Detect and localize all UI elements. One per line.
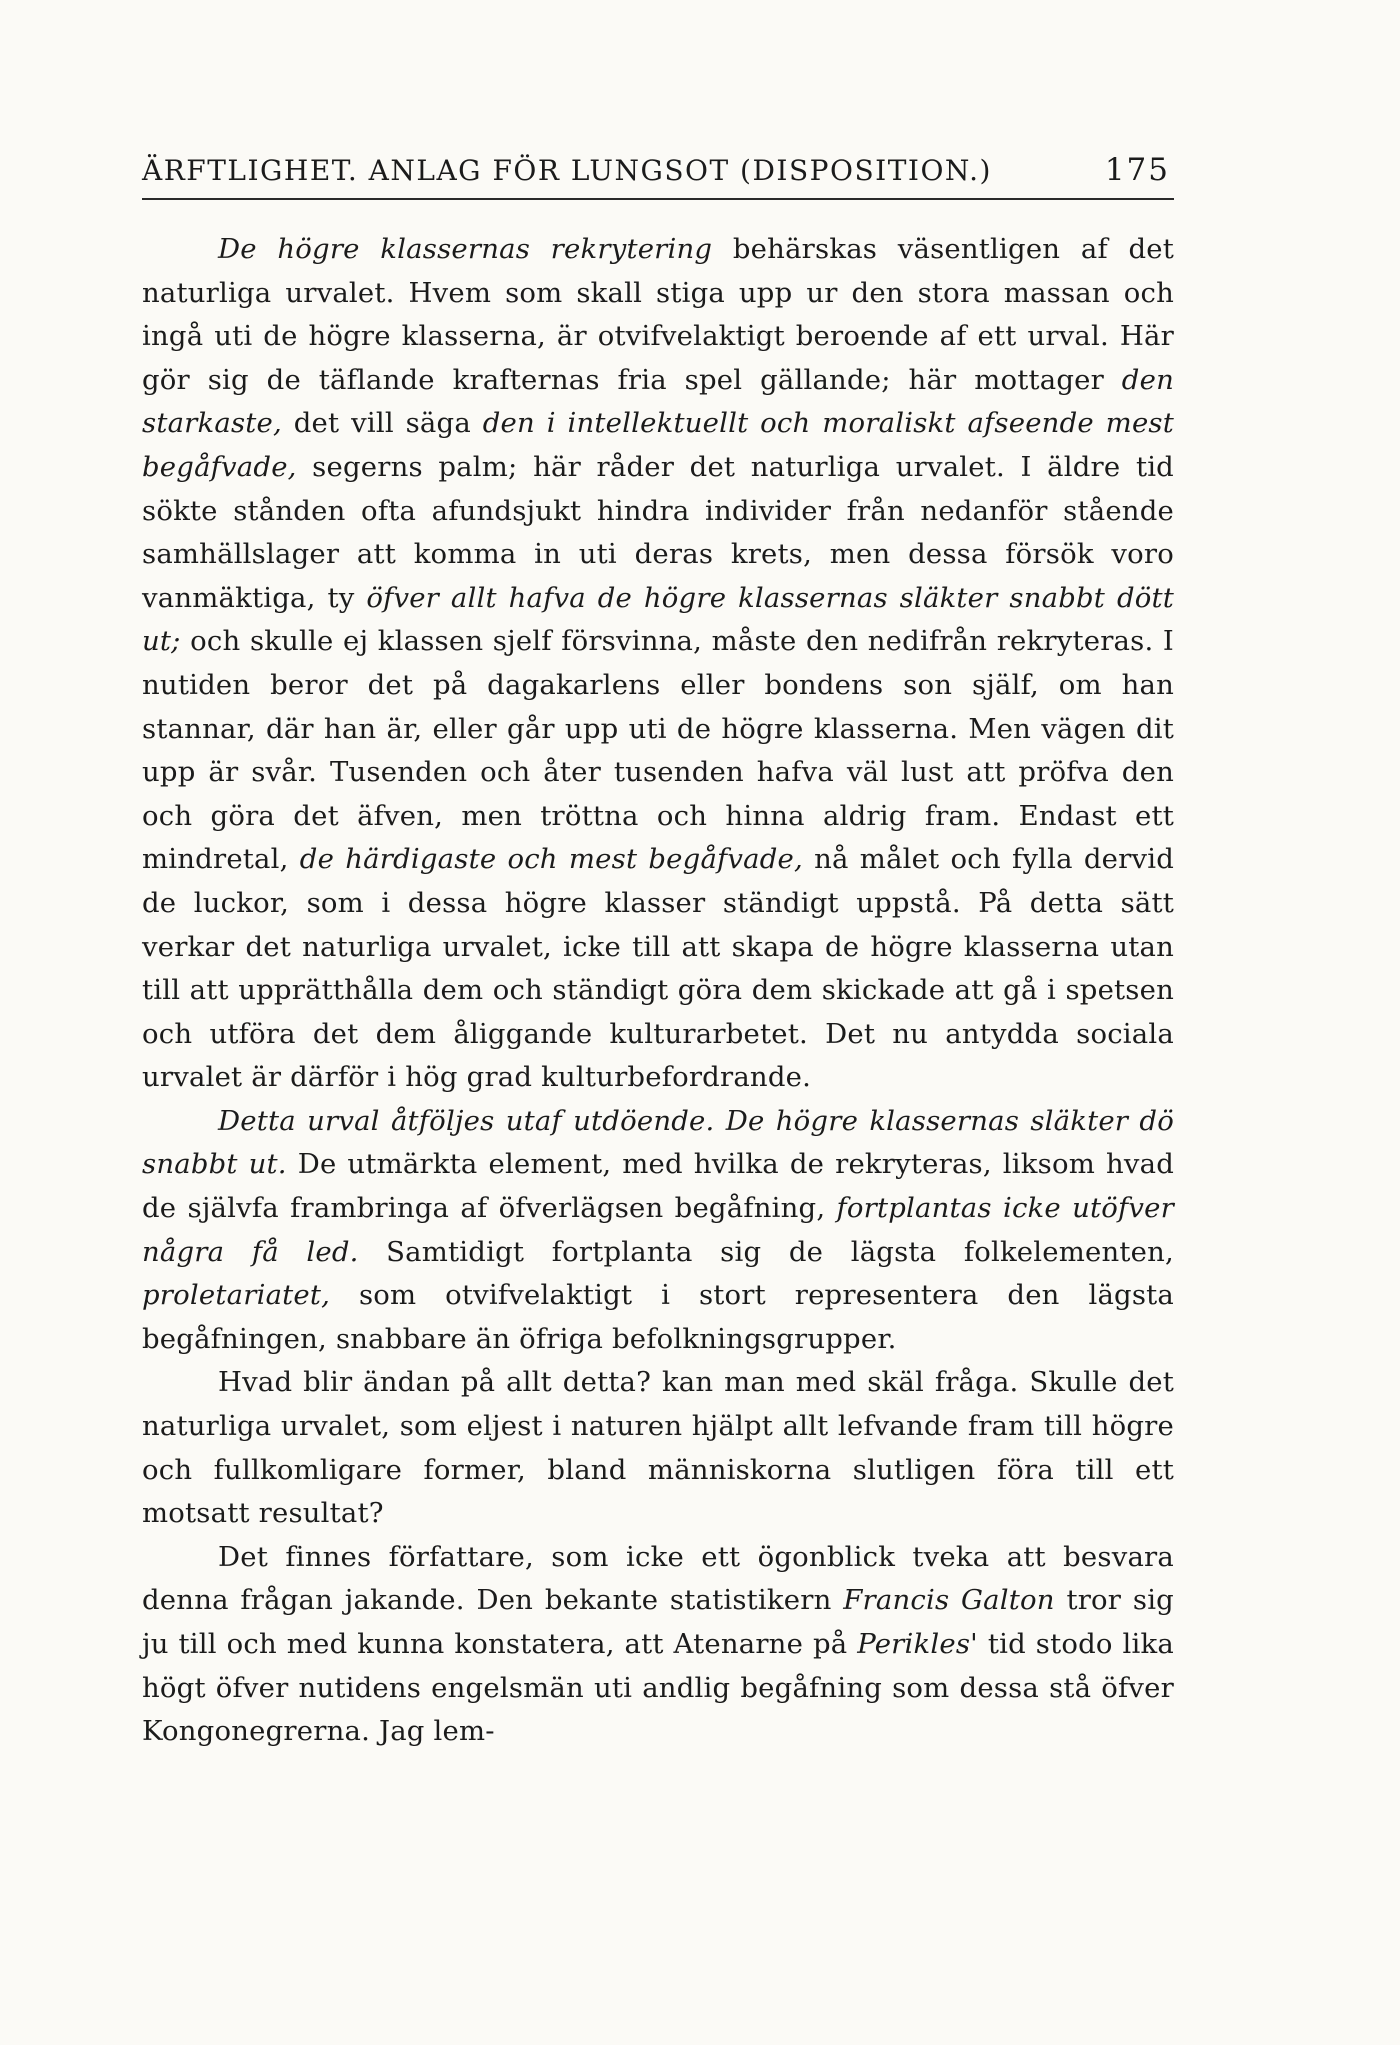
- italic-run: öfver allt hafva de högre klassernas släkter snabbt dött ut;: [142, 581, 1175, 658]
- text-run: Samtidigt fortplanta sig de lägsta folkelementen,: [358, 1235, 1174, 1268]
- text-run: tror sig ju till och med kunna konstatera, att Atenarne på: [142, 1584, 1174, 1660]
- text-run: som otvifvelaktigt i stort representera den lägsta begåfningen, snabbare än öfriga befolkningsgrupper.: [142, 1279, 1174, 1355]
- text-run: Hvad blir ändan på allt detta? kan man med skäl fråga. Skulle det naturliga urvalet, som eljest i naturen hjälpt allt lefvande fram till högre och fullkomligare former, bland människorna slutligen föra till ett motsatt resultat?: [142, 1366, 1174, 1530]
- italic-run: proletariatet,: [142, 1279, 331, 1312]
- text-run: De utmärkta element, med hvilka de rekryteras, liksom hvad de självfa frambringa af öfverlägsen begåfning,: [142, 1148, 1174, 1225]
- text-run: tid stodo lika högt öfver nutidens engelsmän uti andlig begåfning som dessa stå öfver Kongonegrerna. Jag lem-: [142, 1628, 1174, 1748]
- text-run: det vill säga: [281, 407, 483, 440]
- paragraph-3: [142, 1361, 1174, 1535]
- italic-run: Detta urval åtföljes utaf utdöende. De högre klassernas släkter dö snabbt ut.: [142, 1104, 1174, 1181]
- paragraph-1: [142, 228, 1174, 1100]
- body-text: [142, 228, 1174, 1754]
- text-run: nå målet och fylla dervid de luckor, som i dessa högre klasser ständigt uppstå. På detta sätt verkar det naturliga urvalet, icke till att skapa de högre klasserna utan till att upprätthålla dem och ständigt göra dem skickade att gå i spetsen och utföra det dem åliggande kulturarbetet. Det nu antydda sociala urvalet är därför i hög grad kulturbefordrande.: [142, 843, 1174, 1094]
- running-head: ÄRFTLIGHET. ANLAG FÖR LUNGSOT (DISPOSITION.): [142, 154, 992, 187]
- italic-run: de härdigaste och mest begåfvade,: [299, 843, 803, 876]
- italic-run: den starkaste,: [142, 363, 1174, 440]
- italic-run: Francis Galton: [843, 1584, 1055, 1617]
- italic-run: fortplantas icke utöfver några få led.: [142, 1192, 1174, 1268]
- page-header: [142, 148, 1174, 200]
- text-run: behärskas väsentligen af det naturliga urvalet. Hvem som skall stiga upp ur den stora massan och ingå uti de högre klasserna, är otvifvelaktigt beroende af ett urval. Här gör sig de täflande krafternas fria spel gällande; här mottager: [142, 233, 1174, 396]
- italic-run: Perikles': [857, 1628, 978, 1660]
- italic-run: den i intellektuellt och moraliskt afseende mest begåfvade,: [142, 407, 1174, 483]
- text-run: Det finnes författare, som icke ett ögonblick tveka att besvara denna frågan jakande. Den bekante statistikern: [142, 1540, 1174, 1617]
- text-run: segerns palm; här råder det naturliga urvalet. I äldre tid sökte stånden ofta afundsjukt hindra individer från nedanför stående samhällslager att komma in uti deras krets, men dessa försök voro vanmäktiga, ty: [142, 450, 1174, 614]
- text-run: och skulle ej klassen sjelf försvinna, måste den nedifrån rekryteras. I nutiden beror det på dagakarlens eller bondens son själf, om han stannar, där han är, eller går upp uti de högre klasserna. Men vägen dit upp är svår. Tusenden och åter tusenden hafva väl lust att pröfva den och göra det äfven, men tröttna och hinna aldrig fram. Endast ett mindretal,: [142, 625, 1174, 876]
- paragraph-4: [142, 1536, 1174, 1754]
- paragraph-2: [142, 1100, 1174, 1362]
- italic-run: De högre klassernas rekrytering: [218, 233, 713, 265]
- page-number: 175: [1104, 152, 1170, 188]
